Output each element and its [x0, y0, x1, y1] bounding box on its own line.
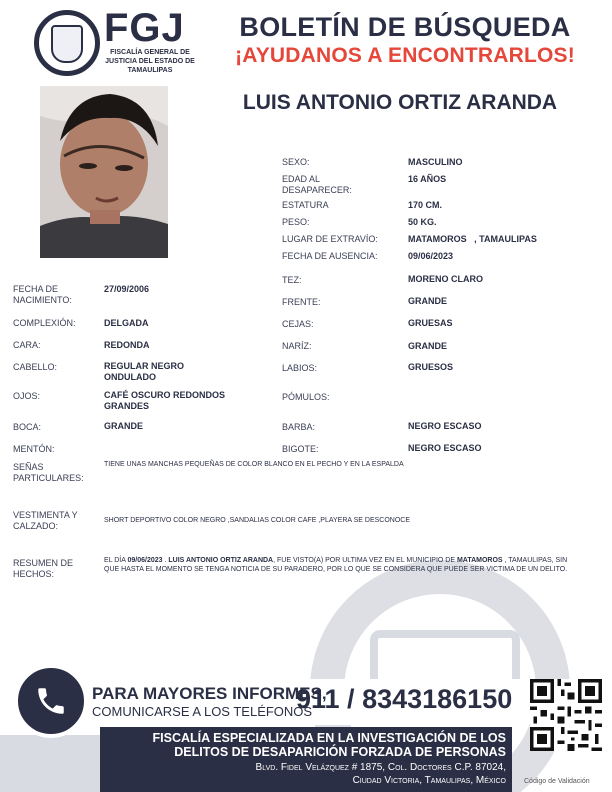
page-subtitle: ¡AYUDANOS A ENCONTRARLOS! — [235, 44, 575, 67]
value-place: MATAMOROS , TAMAULIPAS — [408, 234, 537, 244]
label-age: EDAD AL DESAPARECER: — [282, 174, 352, 195]
value-eyes: CAFÉ OSCURO REDONDOS GRANDES — [104, 390, 226, 411]
value-beard: NEGRO ESCASO — [408, 421, 482, 431]
label-build: COMPLEXIÓN: — [13, 318, 76, 328]
label-forehead: FRENTE: — [282, 297, 321, 307]
label-sex: SEXO: — [282, 157, 310, 167]
label-nose: NARÍZ: — [282, 341, 312, 351]
label-cheekbones: PÓMULOS: — [282, 392, 330, 402]
value-height: 170 CM. — [408, 200, 443, 210]
label-beard: BARBA: — [282, 422, 316, 432]
label-birthdate: FECHA DE NACIMIENTO: — [13, 284, 72, 305]
value-sex: MASCULINO — [408, 157, 463, 167]
label-eyebrows: CEJAS: — [282, 319, 314, 329]
label-distinguishing-marks: SEÑAS PARTICULARES: — [13, 462, 84, 483]
value-face: REDONDA — [104, 340, 150, 350]
label-eyes: OJOS: — [13, 391, 41, 401]
fgj-logo-icon — [34, 10, 100, 76]
label-height: ESTATURA — [282, 200, 329, 210]
label-chin: MENTÓN: — [13, 444, 55, 454]
value-eyebrows: GRUESAS — [408, 318, 453, 328]
value-birthdate: 27/09/2006 — [104, 284, 150, 294]
value-summary: EL DÍA 09/06/2023 . LUIS ANTONIO ORTIZ ARANDA, FUE VISTO(A) POR ULTIMA VEZ EN EL MUNICIPIO DE MATAMOROS , TAMAULIPAS, SIN QUE HASTA EL MOMENTO SE TENGA NOTICIA DE SU PARADERO, POR LO QUE SE CONSIDERA QUE PUEDE SER VICTIMA DE UN DELITO. — [104, 557, 568, 573]
value-age: 16 AÑOS — [408, 174, 447, 184]
label-hair: CABELLO: — [13, 362, 58, 372]
value-build: DELGADA — [104, 318, 149, 328]
info-line-2: COMUNICARSE A LOS TELÉFONOS — [92, 704, 313, 719]
label-summary: RESUMEN DE HECHOS: — [13, 558, 74, 579]
label-weight: PESO: — [282, 217, 310, 227]
value-clothing: SHORT DEPORTIVO COLOR NEGRO ,SANDALIAS COLOR CAFE ,PLAYERA SE DESCONOCE — [104, 517, 411, 524]
value-moustache: NEGRO ESCASO — [408, 443, 482, 453]
value-skin: MORENO CLARO — [408, 274, 483, 284]
label-moustache: BIGOTE: — [282, 444, 319, 454]
value-lips: GRUESOS — [408, 362, 454, 372]
label-place: LUGAR DE EXTRAVÍO: — [282, 234, 378, 244]
info-line-1: PARA MAYORES INFORMES, — [92, 684, 327, 703]
value-absence-date: 09/06/2023 — [408, 251, 454, 261]
office-address: Blvd. Fidel Velázquez # 1875, Col. Doctores C.P. 87024, Ciudad Victoria, Tamaulipas, México — [255, 762, 506, 786]
label-skin: TEZ: — [282, 275, 302, 285]
value-mouth: GRANDE — [104, 421, 144, 431]
label-lips: LABIOS: — [282, 363, 318, 373]
person-name: LUIS ANTONIO ORTIZ ARANDA — [242, 91, 558, 114]
qr-code-icon[interactable] — [530, 679, 602, 751]
page-title: BOLETÍN DE BÚSQUEDA — [239, 12, 571, 42]
value-distinguishing-marks: TIENE UNAS MANCHAS PEQUEÑAS DE COLOR BLANCO EN EL PECHO Y EN LA ESPALDA — [104, 461, 404, 468]
label-mouth: BOCA: — [13, 422, 42, 432]
qr-caption: Código de Validación — [524, 778, 590, 785]
label-absence-date: FECHA DE AUSENCIA: — [282, 251, 378, 261]
value-hair: REGULAR NEGRO ONDULADO — [104, 361, 185, 382]
value-nose: GRANDE — [408, 341, 448, 351]
phone-icon — [14, 664, 88, 738]
office-name: FISCALÍA ESPECIALIZADA EN LA INVESTIGACIÓN DE LOS DELITOS DE DESAPARICIÓN FORZADA DE PERSONAS — [152, 731, 506, 759]
phone-numbers[interactable]: 911 / 8343186150 — [296, 684, 513, 714]
logo-subtitle: FISCALÍA GENERAL DE JUSTICIA DEL ESTADO DE TAMAULIPAS — [105, 49, 195, 74]
label-face: CARA: — [13, 340, 41, 350]
footer-accent — [0, 735, 100, 792]
value-weight: 50 KG. — [408, 217, 437, 227]
logo-text: FGJ — [104, 6, 185, 50]
value-forehead: GRANDE — [408, 296, 448, 306]
label-clothing: VESTIMENTA Y CALZADO: — [13, 510, 78, 531]
missing-person-photo — [40, 86, 168, 258]
